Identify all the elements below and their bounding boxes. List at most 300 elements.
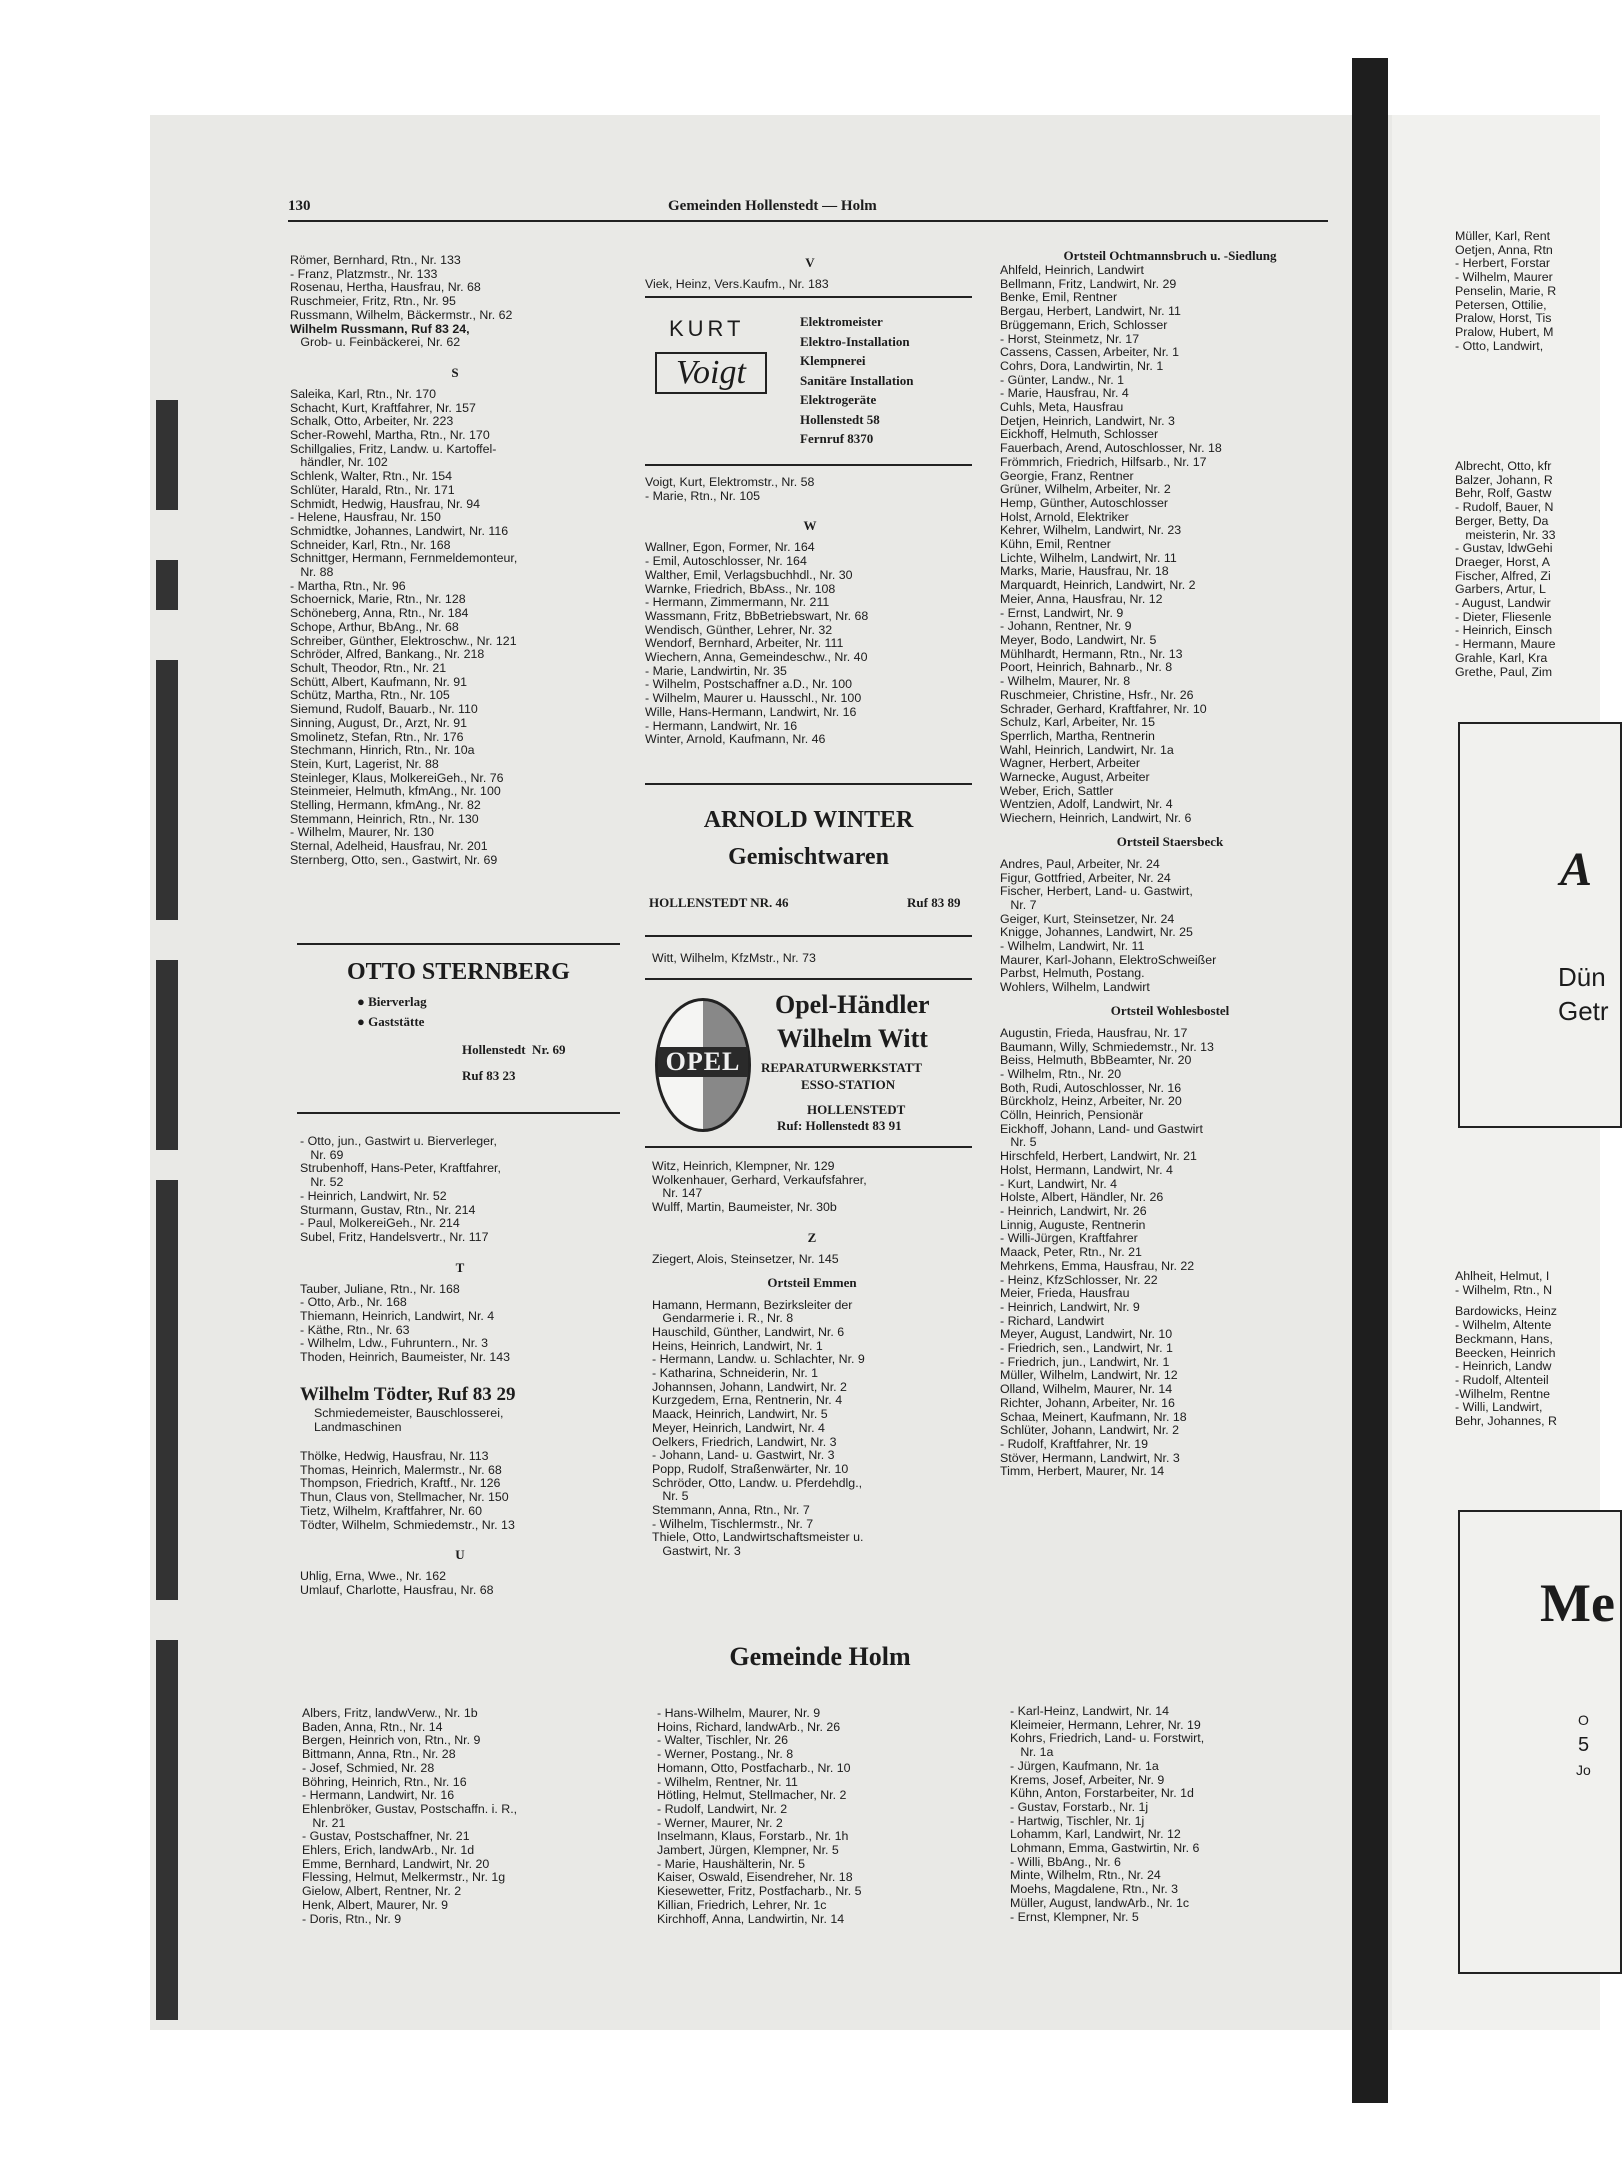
directory-entry: Umlauf, Charlotte, Hausfrau, Nr. 68 (300, 1582, 494, 1597)
directory-entry: Gastwirt, Nr. 3 (652, 1544, 741, 1559)
voigt-service-item: Elektromeister (800, 314, 883, 329)
directory-entry: Uhlig, Erna, Wwe., Nr. 162 (300, 1569, 446, 1584)
directory-entry: - Wilhelm, Tischlermstr., Nr. 7 (652, 1516, 814, 1531)
directory-entry: Holst, Arnold, Elektriker (1000, 509, 1129, 524)
directory-entry: Gielow, Albert, Rentner, Nr. 2 (302, 1884, 462, 1899)
directory-entry: Schillgalies, Fritz, Landw. u. Kartoffel- (290, 441, 497, 456)
directory-entry: Timm, Herbert, Maurer, Nr. 14 (1000, 1464, 1165, 1479)
directory-entry: Nr. 21 (302, 1815, 346, 1830)
directory-entry: Maurer, Karl-Johann, ElektroSchweißer (1000, 952, 1217, 967)
directory-entry: - Wilhelm, Maurer, Nr. 130 (290, 825, 434, 840)
directory-entry: Thompson, Friedrich, Kraftf., Nr. 126 (300, 1476, 501, 1491)
directory-entry: Hoins, Richard, landwArb., Nr. 26 (657, 1719, 841, 1734)
toedter-entry (300, 1383, 620, 1434)
directory-entry: - Wilhelm, Maurer, Nr. 8 (1000, 674, 1131, 689)
directory-entry: Bergau, Herbert, Landwirt, Nr. 11 (1000, 304, 1181, 319)
directory-entry: Wohlers, Wilhelm, Landwirt (1000, 980, 1150, 995)
voigt-logo: KURT Voigt (655, 316, 775, 394)
directory-entry: Oetjen, Anna, Rtn (1455, 242, 1553, 257)
letter-heading: V (805, 255, 815, 270)
directory-entry: Warnke, Friedrich, BbAss., Nr. 108 (645, 581, 836, 596)
directory-entry: Lohamm, Karl, Landwirt, Nr. 12 (1010, 1827, 1181, 1842)
directory-entry: Hauschild, Günther, Landwirt, Nr. 6 (652, 1324, 845, 1339)
directory-entry: Penselin, Marie, R (1455, 283, 1557, 298)
directory-entry: Pralow, Hubert, M (1455, 324, 1554, 339)
page-header (288, 198, 1328, 222)
directory-entry: Cuhls, Meta, Hausfrau (1000, 400, 1124, 415)
directory-entry: Baumann, Willy, Schmiedemstr., Nr. 13 (1000, 1039, 1214, 1054)
directory-entry: Thomas, Heinrich, Malermstr., Nr. 68 (300, 1462, 502, 1477)
directory-entry: - Marie, Rtn., Nr. 105 (645, 488, 760, 503)
directory-entry: - Marie, Haushälterin, Nr. 5 (657, 1856, 806, 1871)
directory-entry: Tödter, Wilhelm, Schmiedemstr., Nr. 13 (300, 1517, 515, 1532)
directory-entry: - Helene, Hausfrau, Nr. 150 (290, 510, 441, 525)
listing-desc: Schmiedemeister, Bauschlosserei, (314, 1406, 504, 1420)
page-title: Gemeinden Hollenstedt — Holm (668, 198, 877, 214)
directory-entry: Hötling, Helmut, Stellmacher, Nr. 2 (657, 1788, 847, 1803)
directory-entry: Hirschfeld, Herbert, Landwirt, Nr. 21 (1000, 1149, 1197, 1164)
directory-entry: Brüggemann, Erich, Schlosser (1000, 317, 1168, 332)
directory-entry: Bergen, Heinrich von, Rtn., Nr. 9 (302, 1733, 481, 1748)
directory-entry: händler, Nr. 102 (290, 455, 388, 470)
directory-entry: Benke, Emil, Rentner (1000, 290, 1118, 305)
spacer (1000, 995, 1340, 1003)
directory-entry: - Heinz, KfzSchlosser, Nr. 22 (1000, 1272, 1158, 1287)
district-heading: Ortsteil Wohlesbostel (1110, 1002, 1230, 1018)
voigt-service-item: Elektrogeräte (800, 392, 877, 407)
facing-column-low (1455, 1270, 1600, 1429)
directory-entry: Schöneberg, Anna, Rtn., Nr. 184 (290, 606, 469, 621)
directory-entry: Witz, Heinrich, Klempner, Nr. 129 (652, 1159, 835, 1173)
directory-entry: - Käthe, Rtn., Nr. 63 (300, 1322, 410, 1337)
ad-title: OTTO STERNBERG (347, 959, 570, 985)
column-2-w (645, 476, 975, 747)
directory-entry: Walther, Emil, Verlagsbuchhdl., Nr. 30 (645, 567, 853, 582)
directory-entry: - Willi, Landwirt, (1455, 1400, 1543, 1415)
directory-entry: Schalk, Otto, Arbeiter, Nr. 223 (290, 414, 454, 429)
directory-entry: Hemp, Günther, Autoschlosser (1000, 495, 1169, 510)
directory-entry: - Martha, Rtn., Nr. 96 (290, 578, 406, 593)
directory-entry: Oelkers, Friedrich, Landwirt, Nr. 3 (652, 1434, 837, 1449)
facing-column-mid (1455, 460, 1600, 679)
district-heading: Ortsteil Emmen (767, 1274, 857, 1290)
directory-entry: Ahlfeld, Heinrich, Landwirt (1000, 263, 1144, 277)
directory-entry: Berger, Betty, Da (1455, 513, 1549, 528)
directory-entry: - Jürgen, Kaufmann, Nr. 1a (1010, 1758, 1159, 1773)
voigt-service-item: Fernruf 8370 (800, 431, 874, 446)
voigt-service-item: Elektro-Installation (800, 333, 910, 349)
directory-entry: - Rudolf, Kraftfahrer, Nr. 19 (1000, 1436, 1149, 1451)
directory-entry: Nr. 88 (290, 565, 334, 580)
directory-entry: Warnecke, August, Arbeiter (1000, 770, 1150, 785)
directory-entry: - Ernst, Klempner, Nr. 5 (1010, 1909, 1139, 1924)
book-gutter (1352, 58, 1388, 2103)
directory-entry: Wahl, Heinrich, Landwirt, Nr. 1a (1000, 742, 1174, 757)
directory-entry: meisterin, Nr. 33 (1455, 527, 1556, 542)
directory-entry: Schütt, Albert, Kaufmann, Nr. 91 (290, 674, 468, 689)
directory-entry: Schacht, Kurt, Kraftfahrer, Nr. 157 (290, 400, 476, 415)
letter-heading: W (803, 518, 817, 534)
ad-arnold-winter (645, 783, 972, 937)
directory-entry: Thölke, Hedwig, Hausfrau, Nr. 113 (300, 1449, 489, 1463)
directory-entry: Nr. 147 (652, 1186, 703, 1201)
directory-entry: Schröder, Otto, Landw. u. Pferdehdlg., (652, 1475, 863, 1490)
directory-entry: Grahle, Karl, Kra (1455, 650, 1548, 665)
directory-entry: Kühn, Anton, Forstarbeiter, Nr. 1d (1010, 1786, 1194, 1801)
letter-heading: Z (807, 1229, 817, 1245)
ad-line: Ruf: Hollenstedt 83 91 (777, 1118, 902, 1133)
directory-entry: Schult, Theodor, Rtn., Nr. 21 (290, 660, 447, 675)
directory-entry: - Otto, jun., Gastwirt u. Bierverleger, (300, 1134, 497, 1148)
directory-entry: Cölln, Heinrich, Pensionär (1000, 1108, 1144, 1123)
directory-entry: - Wilhelm, Maurer u. Hausschl., Nr. 100 (645, 691, 862, 706)
district-heading: Ortsteil Staersbeck (1116, 833, 1224, 849)
directory-entry: - Wilhelm, Landwirt, Nr. 11 (1000, 939, 1145, 954)
directory-entry: - Friedrich, jun., Landwirt, Nr. 1 (1000, 1354, 1170, 1369)
directory-entry: - Gustav, Postschaffner, Nr. 21 (302, 1829, 470, 1844)
column-1-continued (300, 1135, 620, 1365)
directory-entry: Bittmann, Anna, Rtn., Nr. 28 (302, 1747, 456, 1762)
directory-entry: Wulff, Martin, Baumeister, Nr. 30b (652, 1200, 837, 1215)
directory-entry: Russmann, Wilhelm, Bäckermstr., Nr. 62 (290, 307, 513, 322)
directory-entry: - Paul, MolkereiGeh., Nr. 214 (300, 1216, 460, 1231)
directory-entry: - Otto, Arb., Nr. 168 (300, 1295, 407, 1310)
directory-entry: Schope, Arthur, BbAng., Nr. 68 (290, 619, 459, 634)
district-heading: Ortsteil Ochtmannsbruch u. -Siedlung (1063, 248, 1277, 263)
directory-entry: Kehrer, Wilhelm, Landwirt, Nr. 23 (1000, 523, 1182, 538)
directory-entry: - Katharina, Schneiderin, Nr. 1 (652, 1366, 818, 1381)
directory-entry: Schneider, Karl, Rtn., Nr. 168 (290, 537, 451, 552)
directory-entry: Augustin, Frieda, Hausfrau, Nr. 17 (1000, 1025, 1188, 1040)
witt-entry (652, 952, 972, 966)
directory-entry: Steinleger, Klaus, MolkereiGeh., Nr. 76 (290, 770, 504, 785)
directory-entry: - Heinrich, Einsch (1455, 623, 1553, 638)
directory-entry: - Heinrich, Landwirt, Nr. 26 (1000, 1204, 1147, 1218)
directory-entry: Weber, Erich, Sattler (1000, 783, 1114, 798)
directory-entry: - Heinrich, Landwirt, Nr. 9 (1000, 1299, 1140, 1314)
directory-entry: Figur, Gottfried, Arbeiter, Nr. 24 (1000, 870, 1171, 885)
facing-ad-1: A Dün Getr (1458, 722, 1622, 1128)
directory-entry: Tietz, Wilhelm, Kraftfahrer, Nr. 60 (300, 1503, 483, 1518)
directory-entry: - Gustav, ldwGehi (1455, 541, 1553, 556)
directory-entry: Schrader, Gerhard, Kraftfahrer, Nr. 10 (1000, 701, 1207, 716)
directory-entry: - Ernst, Landwirt, Nr. 9 (1000, 605, 1124, 620)
directory-entry: Ahlheit, Helmut, I (1455, 1269, 1550, 1283)
directory-entry: - Kurt, Landwirt, Nr. 4 (1000, 1176, 1118, 1191)
directory-entry: - Friedrich, sen., Landwirt, Nr. 1 (1000, 1341, 1173, 1356)
directory-entry: Knigge, Johannes, Landwirt, Nr. 25 (1000, 925, 1193, 940)
directory-entry: Eickhoff, Helmuth, Schlosser (1000, 427, 1159, 442)
directory-entry: Nr. 1a (1010, 1745, 1054, 1760)
holm-column-1 (302, 1707, 602, 1926)
directory-entry: - Rudolf, Altenteil (1455, 1372, 1549, 1387)
directory-entry: - Wilhelm, Rentner, Nr. 11 (657, 1774, 798, 1789)
directory-entry: Schnittger, Hermann, Fernmeldemonteur, (290, 551, 518, 566)
directory-entry: Andres, Paul, Arbeiter, Nr. 24 (1000, 856, 1160, 871)
directory-entry: Maack, Heinrich, Landwirt, Nr. 5 (652, 1407, 828, 1422)
directory-entry: - Werner, Postang., Nr. 8 (657, 1747, 794, 1762)
directory-entry: Kirchhoff, Anna, Landwirtin, Nr. 14 (657, 1911, 845, 1926)
directory-entry: Ehlenbröker, Gustav, Postschaffn. i. R., (302, 1801, 518, 1816)
directory-entry: Petersen, Ottilie, (1455, 297, 1547, 312)
directory-entry: - Richard, Landwirt (1000, 1313, 1104, 1328)
directory-entry: Beckmann, Hans, (1455, 1331, 1553, 1346)
ad-title: Opel-Händler (775, 990, 930, 1019)
page-number: 130 (288, 198, 311, 214)
directory-entry: - Hermann, Landw. u. Schlachter, Nr. 9 (652, 1352, 865, 1367)
directory-entry: Schmidtke, Johannes, Landwirt, Nr. 116 (290, 523, 509, 538)
directory-entry: Linnig, Auguste, Rentnerin (1000, 1217, 1146, 1232)
directory-entry: Meyer, Bodo, Landwirt, Nr. 5 (1000, 632, 1157, 647)
directory-entry: Nr. 5 (1000, 1135, 1037, 1150)
directory-entry: Eickhoff, Johann, Land- und Gastwirt (1000, 1121, 1203, 1136)
directory-entry: Popp, Rudolf, Straßenwärter, Nr. 10 (652, 1461, 849, 1476)
directory-entry: Albers, Fritz, landwVerw., Nr. 1b (302, 1706, 478, 1720)
directory-entry: - Rudolf, Landwirt, Nr. 2 (657, 1801, 788, 1816)
directory-entry: Heins, Heinrich, Landwirt, Nr. 1 (652, 1338, 823, 1353)
directory-entry: - Wilhelm, Ldw., Fuhruntern., Nr. 3 (300, 1336, 488, 1351)
bold-listing: Wilhelm Tödter, Ruf 83 29 (300, 1384, 516, 1405)
directory-entry: Stelling, Hermann, kfmAng., Nr. 82 (290, 798, 481, 813)
directory-entry: Kurzgedem, Erna, Rentnerin, Nr. 4 (652, 1393, 843, 1408)
directory-entry: - Willi, BbAng., Nr. 6 (1010, 1854, 1121, 1869)
directory-entry: Frömmrich, Friedrich, Hilfsarb., Nr. 17 (1000, 454, 1207, 469)
directory-entry: - Heinrich, Landwirt, Nr. 52 (300, 1188, 447, 1203)
directory-entry: Albrecht, Otto, kfr (1455, 459, 1552, 473)
directory-entry: Wendisch, Günther, Lehrer, Nr. 32 (645, 622, 833, 637)
directory-entry: Wille, Hans-Hermann, Landwirt, Nr. 16 (645, 704, 857, 719)
directory-entry: Wiechern, Anna, Gemeindeschw., Nr. 40 (645, 650, 868, 665)
voigt-service-item: Klempnerei (800, 353, 866, 368)
directory-entry: - Hermann, Maure (1455, 637, 1556, 652)
directory-entry: Stein, Kurt, Lagerist, Nr. 88 (290, 756, 439, 771)
directory-entry: - Johann, Land- u. Gastwirt, Nr. 3 (652, 1448, 835, 1463)
directory-entry: Bellmann, Fritz, Landwirt, Nr. 29 (1000, 276, 1177, 291)
directory-entry: Homann, Otto, Postfacharb., Nr. 10 (657, 1760, 851, 1775)
letter-heading: S (451, 364, 459, 380)
directory-entry: Stemmann, Heinrich, Rtn., Nr. 130 (290, 811, 479, 826)
directory-entry: Wolkenhauer, Gerhard, Verkaufsfahrer, (652, 1172, 867, 1187)
directory-entry: Schlüter, Johann, Landwirt, Nr. 2 (1000, 1423, 1180, 1438)
directory-entry: Nr. 69 (300, 1147, 344, 1162)
directory-entry: Stemmann, Anna, Rtn., Nr. 7 (652, 1503, 810, 1518)
letter-heading: U (455, 1547, 465, 1563)
directory-entry: Thun, Claus von, Stellmacher, Nr. 150 (300, 1490, 509, 1505)
directory-entry: Schlenk, Walter, Rtn., Nr. 154 (290, 469, 453, 484)
column-1 (290, 254, 620, 868)
directory-entry: Nr. 7 (1000, 897, 1037, 912)
directory-entry: Holst, Hermann, Landwirt, Nr. 4 (1000, 1162, 1173, 1177)
directory-entry: - Wilhelm, Rtn., N (1455, 1282, 1553, 1297)
directory-entry: Kühn, Emil, Rentner (1000, 537, 1111, 552)
directory-entry: Behr, Rolf, Gastw (1455, 486, 1552, 501)
directory-entry: Krems, Josef, Arbeiter, Nr. 9 (1010, 1772, 1165, 1787)
directory-entry: Johannsen, Johann, Landwirt, Nr. 2 (652, 1379, 847, 1394)
directory-entry: Schlüter, Harald, Rtn., Nr. 171 (290, 482, 455, 497)
directory-entry: Tauber, Juliane, Rtn., Nr. 168 (300, 1281, 460, 1296)
ad-address: HOLLENSTEDT NR. 46 (649, 895, 789, 910)
opel-logo: OPEL (655, 998, 751, 1132)
directory-entry: Schütz, Martha, Rtn., Nr. 105 (290, 688, 450, 703)
directory-entry: - Wilhelm, Maurer (1455, 270, 1553, 285)
directory-entry: Wiechern, Heinrich, Landwirt, Nr. 6 (1000, 811, 1192, 826)
directory-entry: Henk, Albert, Maurer, Nr. 9 (302, 1897, 448, 1912)
directory-entry: Rosenau, Hertha, Hausfrau, Nr. 68 (290, 280, 481, 295)
directory-entry: Siemund, Rudolf, Bauarb., Nr. 110 (290, 702, 478, 717)
ad-line: REPARATURWERKSTATT (761, 1060, 923, 1075)
directory-entry: Schaa, Meinert, Kaufmann, Nr. 18 (1000, 1409, 1187, 1424)
directory-entry: Grethe, Paul, Zim (1455, 664, 1553, 679)
ad-item: ● Bierverlag (357, 994, 427, 1009)
directory-entry: - Willi-Jürgen, Kraftfahrer (1000, 1231, 1138, 1246)
directory-entry: Sperrlich, Martha, Rentnerin (1000, 728, 1155, 743)
spacer (300, 1245, 620, 1253)
directory-entry: Flessing, Helmut, Melkermstr., Nr. 1g (302, 1870, 506, 1885)
spacer (1000, 826, 1340, 834)
facing-column-top (1455, 230, 1600, 353)
section-title-holm: Gemeinde Holm (729, 1642, 911, 1671)
directory-entry: Beiss, Helmuth, BbBeamter, Nr. 20 (1000, 1053, 1192, 1068)
column-2-end (652, 1160, 972, 1559)
directory-entry: - Heinrich, Landw (1455, 1359, 1552, 1374)
directory-entry: - Rudolf, Bauer, N (1455, 500, 1554, 515)
directory-entry: Meier, Frieda, Hausfrau (1000, 1286, 1130, 1301)
ad-kurt-voigt (645, 296, 972, 466)
directory-entry: - Wilhelm, Rtn., Nr. 20 (1000, 1066, 1122, 1081)
directory-entry: Sternal, Adelheid, Hausfrau, Nr. 201 (290, 839, 488, 854)
directory-entry: Müller, August, landwArb., Nr. 1c (1010, 1895, 1190, 1910)
directory-entry: Mehrkens, Emma, Hausfrau, Nr. 22 (1000, 1258, 1195, 1273)
directory-entry: - Johann, Rentner, Nr. 9 (1000, 619, 1132, 634)
ad-phone: Ruf 83 23 (462, 1068, 516, 1083)
directory-entry: Garbers, Artur, L (1455, 582, 1546, 597)
directory-entry: Grüner, Wilhelm, Arbeiter, Nr. 2 (1000, 482, 1171, 497)
directory-entry: Fauerbach, Arend, Autoschlosser, Nr. 18 (1000, 441, 1222, 456)
directory-entry: Parbst, Helmuth, Postang. (1000, 966, 1145, 981)
voigt-service-item: Sanitäre Installation (800, 372, 914, 388)
directory-entry: Steinmeier, Helmuth, kfmAng., Nr. 100 (290, 784, 501, 799)
directory-entry: Meyer, Heinrich, Landwirt, Nr. 4 (652, 1420, 825, 1435)
facing-ad-2: Me O 5 Jo (1458, 1510, 1622, 1974)
directory-entry: - Wilhelm, Altente (1455, 1318, 1552, 1333)
directory-entry: Nr. 5 (652, 1489, 689, 1504)
directory-entry: Schulz, Karl, Arbeiter, Nr. 15 (1000, 715, 1155, 730)
directory-entry: Müller, Karl, Rent (1455, 229, 1551, 243)
directory-entry: Ruschmeier, Christine, Hsfr., Nr. 26 (1000, 687, 1194, 702)
directory-entry: Olland, Wilhelm, Maurer, Nr. 14 (1000, 1382, 1173, 1397)
directory-entry: - Horst, Steinmetz, Nr. 17 (1000, 331, 1140, 346)
directory-entry: Kleimeier, Hermann, Lehrer, Nr. 19 (1010, 1717, 1201, 1732)
ad-item: ● Gaststätte (357, 1014, 425, 1029)
directory-entry: - Otto, Landwirt, (1455, 338, 1544, 353)
directory-entry: Sternberg, Otto, sen., Gastwirt, Nr. 69 (290, 852, 498, 867)
directory-entry: Stöver, Hermann, Landwirt, Nr. 3 (1000, 1450, 1180, 1465)
directory-entry: - Hans-Wilhelm, Maurer, Nr. 9 (657, 1706, 821, 1720)
ad-subtitle: Wilhelm Witt (777, 1024, 928, 1053)
directory-entry: - Karl-Heinz, Landwirt, Nr. 14 (1010, 1704, 1170, 1718)
column-3 (1000, 248, 1340, 1479)
directory-entry: - Hermann, Landwirt, Nr. 16 (645, 718, 798, 733)
directory-entry: Richter, Johann, Arbeiter, Nr. 16 (1000, 1395, 1175, 1410)
directory-entry: Wassmann, Fritz, BbBetriebswart, Nr. 68 (645, 608, 869, 623)
directory-entry: Kaiser, Oswald, Eisendreher, Nr. 18 (657, 1870, 853, 1885)
directory-entry: Thiemann, Heinrich, Landwirt, Nr. 4 (300, 1309, 495, 1324)
directory-entry: - Hermann, Landwirt, Nr. 16 (302, 1788, 455, 1803)
holm-column-3 (1010, 1705, 1340, 1924)
directory-entry: Stechmann, Hinrich, Rtn., Nr. 10a (290, 743, 475, 758)
directory-entry: - Marie, Hausfrau, Nr. 4 (1000, 386, 1129, 401)
column-2 (645, 248, 975, 292)
directory-entry: Lichte, Wilhelm, Landwirt, Nr. 11 (1000, 550, 1177, 565)
ad-otto-sternberg (297, 943, 620, 1114)
directory-entry: Müller, Wilhelm, Landwirt, Nr. 12 (1000, 1368, 1178, 1383)
directory-entry: - Franz, Platzmstr., Nr. 133 (290, 266, 438, 281)
directory-entry: - Doris, Rtn., Nr. 9 (302, 1911, 402, 1926)
directory-entry: Thoden, Heinrich, Baumeister, Nr. 143 (300, 1350, 511, 1365)
column-1-end (300, 1450, 620, 1598)
directory-entry: - Günter, Landw., Nr. 1 (1000, 372, 1124, 387)
directory-entry: Schmidt, Hedwig, Hausfrau, Nr. 94 (290, 496, 481, 511)
directory-entry: Thiele, Otto, Landwirtschaftsmeister u. (652, 1530, 864, 1545)
directory-entry: Winter, Arnold, Kaufmann, Nr. 46 (645, 732, 826, 747)
spacer (652, 1215, 972, 1223)
directory-entry: Inselmann, Klaus, Forstarb., Nr. 1h (657, 1829, 849, 1844)
directory-entry: Lohmann, Emma, Gastwirtin, Nr. 6 (1010, 1841, 1200, 1856)
directory-entry: Sinning, August, Dr., Arzt, Nr. 91 (290, 715, 468, 730)
directory-entry: Bardowicks, Heinz (1455, 1304, 1557, 1319)
directory-entry: Böhring, Heinrich, Rtn., Nr. 16 (302, 1774, 467, 1789)
directory-entry: Kiesewetter, Fritz, Postfacharb., Nr. 5 (657, 1884, 862, 1899)
ad-phone: Ruf 83 89 (907, 895, 961, 910)
voigt-services (800, 312, 914, 449)
directory-entry: Bürckholz, Heinz, Arbeiter, Nr. 20 (1000, 1094, 1182, 1109)
directory-entry: Wendorf, Bernhard, Arbeiter, Nr. 111 (645, 636, 844, 651)
directory-entry: Fischer, Herbert, Land- u. Gastwirt, (1000, 884, 1193, 899)
voigt-service-item: Hollenstedt 58 (800, 411, 880, 427)
directory-entry: Maack, Peter, Rtn., Nr. 21 (1000, 1245, 1142, 1260)
ad-line: ESSO-STATION (801, 1077, 896, 1092)
ad-opel-witt (645, 978, 972, 1148)
directory-entry: Sturmann, Gustav, Rtn., Nr. 214 (300, 1202, 476, 1217)
listing-desc: Landmaschinen (314, 1419, 402, 1434)
directory-entry: Both, Rudi, Autoschlosser, Nr. 16 (1000, 1080, 1182, 1095)
directory-entry: Moehs, Magdalene, Rtn., Nr. 3 (1010, 1882, 1179, 1897)
directory-entry: Marquardt, Heinrich, Landwirt, Nr. 2 (1000, 578, 1196, 593)
directory-entry: -Wilhelm, Rentne (1455, 1386, 1551, 1401)
ad-address: Hollenstedt Nr. 69 (462, 1042, 566, 1057)
directory-entry: - Gustav, Forstarb., Nr. 1j (1010, 1799, 1149, 1814)
directory-entry: Schröder, Alfred, Bankang., Nr. 218 (290, 647, 485, 662)
ad-title: ARNOLD WINTER (703, 807, 914, 833)
directory-entry: Witt, Wilhelm, KfzMstr., Nr. 73 (652, 951, 816, 965)
directory-entry: Viek, Heinz, Vers.Kaufm., Nr. 183 (645, 277, 829, 291)
directory-entry: Fischer, Alfred, Zi (1455, 568, 1551, 583)
directory-entry: Geiger, Kurt, Steinsetzer, Nr. 24 (1000, 911, 1175, 926)
directory-entry: Cassens, Cassen, Arbeiter, Nr. 1 (1000, 345, 1180, 360)
directory-entry: Killian, Friedrich, Lehrer, Nr. 1c (657, 1897, 827, 1912)
bold-listing: Wilhelm Russmann, Ruf 83 24, (290, 321, 470, 336)
directory-entry: Ruschmeier, Fritz, Rtn., Nr. 95 (290, 294, 456, 309)
directory-entry: Poort, Heinrich, Bahnarb., Nr. 8 (1000, 660, 1173, 675)
directory-entry: - Walter, Tischler, Nr. 26 (657, 1733, 789, 1748)
spacer (300, 1532, 620, 1540)
directory-entry: Beecken, Heinrich (1455, 1345, 1556, 1360)
holm-column-2 (657, 1707, 967, 1926)
directory-entry: Draeger, Horst, A (1455, 554, 1551, 569)
directory-entry: Balzer, Johann, R (1455, 472, 1553, 487)
directory-entry: Subel, Fritz, Handelsvertr., Nr. 117 (300, 1229, 489, 1244)
spine-edge (152, 400, 186, 2020)
